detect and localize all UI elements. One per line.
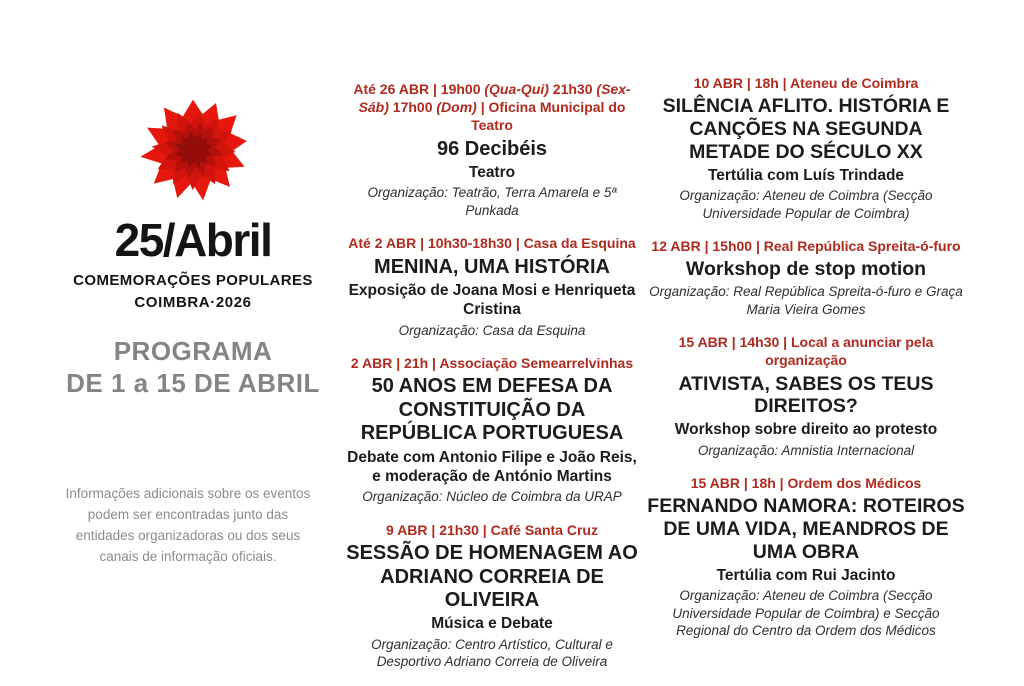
event-datetime-venue	[346, 80, 638, 135]
event-title: SILÊNCIA AFLITO. HISTÓRIA E CANÇÕES NA SEGUNDA METADE DO SÉCULO XX	[662, 95, 950, 163]
event-when-part: 15 ABR | 14h30 | Local a anunciar pela organização	[678, 334, 934, 369]
event-title: FERNANDO NAMORA: ROTEIROS DE UMA VIDA, MEANDROS DE UMA OBRA	[647, 495, 965, 563]
event-title: ATIVISTA, SABES OS TEUS DIREITOS?	[678, 372, 934, 418]
event-when-part: | Oficina Municipal do Teatro	[471, 99, 626, 134]
event-fernando-namora	[647, 474, 965, 640]
brand-title: 25/Abril	[114, 214, 272, 266]
event-title: Workshop de stop motion	[685, 258, 927, 281]
event-when-part: 15 ABR | 18h | Ordem dos Médicos	[690, 475, 922, 492]
event-when-part: (Dom)	[436, 99, 477, 116]
event-subtitle: Debate com Antonio Filipe e João Reis, e moderação de António Martins	[347, 448, 637, 486]
event-when-part: Até 26 ABR | 19h00	[353, 81, 485, 97]
event-organizer: Organização: Amnistia Internacional	[697, 442, 915, 458]
brand-column	[57, 94, 329, 400]
event-datetime-venue	[647, 474, 965, 492]
event-datetime-venue	[647, 74, 965, 92]
event-workshop-stop-motion	[647, 237, 965, 318]
event-title: 50 ANOS EM DEFESA DA CONSTITUIÇÃO DA REPÚBLICA PORTUGUESA	[360, 375, 624, 445]
carnation-flower-logo	[134, 94, 252, 206]
event-datetime-venue	[647, 237, 965, 255]
event-subtitle: Workshop sobre direito ao protesto	[674, 421, 938, 439]
events-column-1	[346, 80, 638, 686]
event-datetime-venue	[346, 354, 638, 372]
program-date-range-heading	[57, 335, 329, 400]
event-when-part: (Sex-Sáb)	[358, 81, 631, 116]
event-when-part: Até 2 ABR | 10h30-18h30 | Casa da Esquina	[348, 235, 636, 252]
event-silencia-aflito	[647, 74, 965, 222]
event-subtitle: Exposição de Joana Mosi e Henriqueta Cristina	[348, 282, 636, 319]
event-homenagem-adriano	[346, 521, 638, 671]
event-subtitle: Tertúlia com Luís Trindade	[707, 166, 905, 184]
event-when-part: 10 ABR | 18h | Ateneu de Coimbra	[693, 75, 919, 91]
event-subtitle: Música e Debate	[431, 615, 553, 633]
additional-info-note: Informações adicionais sobre os eventos podem ser encontradas junto das entidades organizadoras ou dos seus canais de informação oficiais.	[65, 486, 311, 564]
event-when-part: 17h00	[388, 99, 437, 116]
event-when-part: 9 ABR | 21h30 | Café Santa Cruz	[386, 521, 598, 538]
event-menina-uma-historia	[346, 234, 638, 339]
event-organizer: Organização: Ateneu de Coimbra (Secção Universidade Popular de Coimbra)	[679, 188, 933, 221]
program-word: PROGRAMA	[113, 335, 273, 366]
event-when-part: (Qua-Qui)	[484, 81, 549, 97]
event-title: MENINA, UMA HISTÓRIA	[374, 255, 610, 278]
program-dates: DE 1 a 15 DE ABRIL	[66, 368, 320, 399]
event-organizer: Organização: Casa da Esquina	[398, 322, 586, 338]
event-title: SESSÃO DE HOMENAGEM AO ADRIANO CORREIA DE OLIVEIRA	[346, 542, 638, 611]
event-organizer: Organização: Real República Spreita-ó-furo e Graça Maria Vieira Gomes	[649, 284, 963, 317]
event-organizer: Organização: Ateneu de Coimbra (Secção Universidade Popular de Coimbra) e Secção Regional do Centro da Ordem dos Médicos	[672, 588, 940, 639]
event-subtitle: Teatro	[468, 163, 516, 181]
event-when-part: 12 ABR | 15h00 | Real República Spreita-ó-furo	[651, 238, 961, 255]
event-when-part: 2 ABR | 21h | Associação Semearrelvinhas	[350, 355, 634, 372]
brand-subtitle-city-year: COIMBRA·2026	[134, 293, 252, 311]
event-ativista-direitos	[647, 333, 965, 459]
brand-subtitle-commemorations: COMEMORAÇÕES POPULARES	[73, 272, 313, 290]
event-organizer: Organização: Núcleo de Coimbra da URAP	[362, 489, 622, 505]
event-96-decibeis	[346, 80, 638, 219]
event-organizer: Organização: Teatrão, Terra Amarela e 5ª Punkada	[367, 185, 617, 218]
event-datetime-venue	[346, 521, 638, 539]
event-organizer: Organização: Centro Artístico, Cultural e Desportivo Adriano Correia de Oliveira	[371, 636, 613, 670]
event-subtitle: Tertúlia com Rui Jacinto	[716, 566, 896, 584]
event-title: 96 Decibéis	[436, 137, 548, 160]
event-when-part: 21h30	[548, 81, 597, 97]
event-datetime-venue	[346, 234, 638, 252]
event-50-anos-constituicao	[346, 354, 638, 506]
event-datetime-venue	[647, 333, 965, 369]
events-column-2	[647, 74, 965, 655]
